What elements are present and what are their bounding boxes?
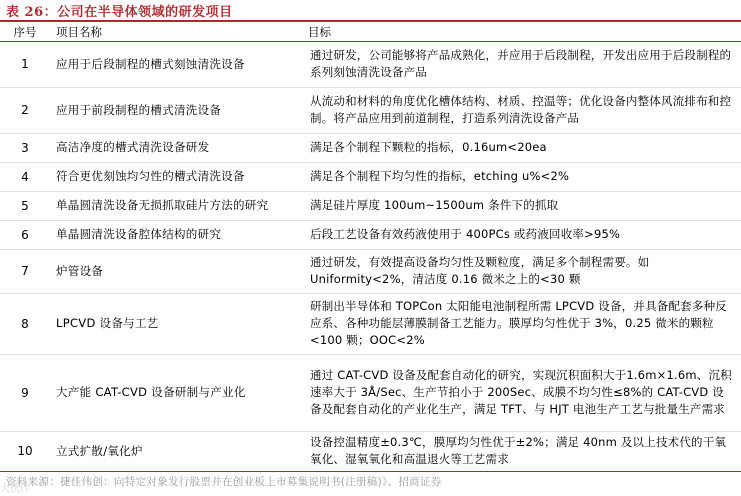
- table-row: [0, 163, 741, 192]
- row-goal: 设备控温精度±0.3℃，膜厚均匀性优于±2%；满足 40nm 及以上技术代的干氧氧化、湿氧氧化和高温退火等工艺需求: [302, 432, 741, 472]
- row-no: 8: [0, 294, 50, 355]
- row-name: 单晶圆清洗设备无损抓取硅片方法的研究: [50, 192, 302, 221]
- header-no: 序号: [0, 22, 50, 42]
- row-name: 符合更优刻蚀均匀性的槽式清洗设备: [50, 163, 302, 192]
- table-row: [0, 192, 741, 221]
- row-no: 9: [0, 355, 50, 432]
- row-no: 10: [0, 432, 50, 472]
- row-name: LPCVD 设备与工艺: [50, 294, 302, 355]
- row-name: 高洁净度的槽式清洗设备研发: [50, 134, 302, 163]
- rd-projects-table: [0, 22, 741, 472]
- row-no: 4: [0, 163, 50, 192]
- row-name: 大产能 CAT-CVD 设备研制与产业化: [50, 355, 302, 432]
- table-title: 表 26：公司在半导体领域的研发项目: [6, 5, 233, 20]
- row-no: 7: [0, 250, 50, 294]
- row-name: 应用于前段制程的槽式清洗设备: [50, 88, 302, 134]
- row-no: 6: [0, 221, 50, 250]
- header-goal: 目标: [302, 22, 741, 42]
- row-no: 1: [0, 42, 50, 88]
- table-row: [0, 355, 741, 432]
- row-no: 3: [0, 134, 50, 163]
- row-name: 单晶圆清洗设备腔体结构的研究: [50, 221, 302, 250]
- table-row: [0, 250, 741, 294]
- row-name: 应用于后段制程的槽式刻蚀清洗设备: [50, 42, 302, 88]
- row-goal: 满足各个制程下颗粒的指标，0.16um<20ea: [302, 134, 741, 163]
- row-goal: 满足各个制程下均匀性的指标，etching u%<2%: [302, 163, 741, 192]
- watermark: 大伙伴: [0, 484, 30, 495]
- row-goal: 通过 CAT-CVD 设备及配套自动化的研究，实现沉积面积大于1.6m×1.6m、沉积速率大于 3Å/Sec、生产节拍小于 200Sec、成膜不均匀性≤8%的 CAT-CVD 设备及配套自动化的产业化生产，满足 TFT、与 HJT 电池生产工艺与批量生产需求: [302, 355, 741, 432]
- table-row: [0, 88, 741, 134]
- row-goal: 后段工艺设备有效药液使用于 400PCs 或药液回收率>95%: [302, 221, 741, 250]
- row-goal: 从流动和材料的角度优化槽体结构、材质、控温等；优化设备内整体风流排布和控制。将产品应用到前道制程，打造系列清洗设备产品: [302, 88, 741, 134]
- row-goal: 通过研发，有效提高设备均匀性及颗粒度，满足多个制程需要。如Uniformity<2%，清洁度 0.16 微米之上的<30 颗: [302, 250, 741, 294]
- header-name: 项目名称: [50, 22, 302, 42]
- table-row: [0, 42, 741, 88]
- table-row: [0, 221, 741, 250]
- table-row: [0, 294, 741, 355]
- row-goal: 满足硅片厚度 100um~1500um 条件下的抓取: [302, 192, 741, 221]
- table-row: [0, 134, 741, 163]
- table-row: [0, 432, 741, 472]
- row-goal: 通过研发，公司能够将产品成熟化，并应用于后段制程，开发出应用于后段制程的系列刻蚀清洗设备产品: [302, 42, 741, 88]
- row-no: 5: [0, 192, 50, 221]
- row-no: 2: [0, 88, 50, 134]
- source-note: 资料来源：捷佳伟创：向特定对象发行股票并在创业板上市募集说明书(注册稿)》、招商证券: [6, 476, 442, 488]
- row-name: 立式扩散/氧化炉: [50, 432, 302, 472]
- row-goal: 研制出半导体和 TOPCon 太阳能电池制程所需 LPCVD 设备，并具备配套多种反应系、各种功能层薄膜制备工艺能力。膜厚均匀性优于 3%，0.25 微米的颗粒<100 颗；OOC<2%: [302, 294, 741, 355]
- header-row: [0, 22, 741, 42]
- row-name: 炉管设备: [50, 250, 302, 294]
